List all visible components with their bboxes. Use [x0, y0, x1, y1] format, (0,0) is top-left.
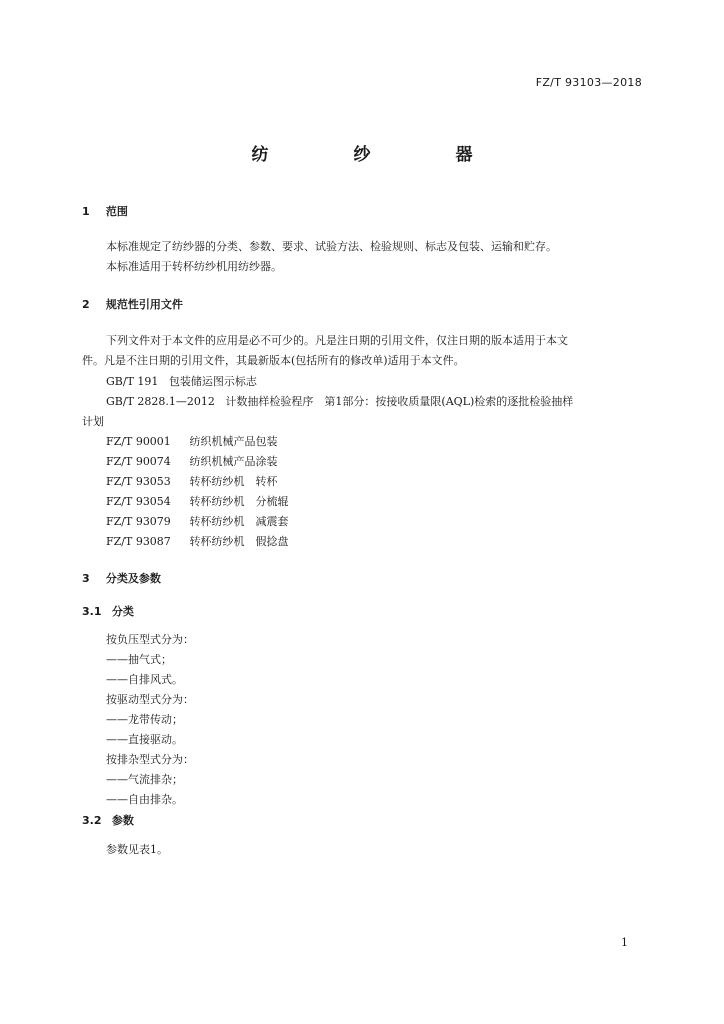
section-3-2-heading: [82, 812, 134, 828]
section-number: 3: [82, 572, 90, 585]
reference-code: GB/T 191: [106, 375, 159, 388]
reference-item-continuation: [82, 413, 104, 429]
reference-item: [106, 513, 289, 529]
section-title: 分类及参数: [105, 572, 161, 585]
reference-title: 计划: [82, 415, 104, 428]
section-title: 规范性引用文件: [105, 298, 183, 311]
reference-item: [106, 453, 278, 469]
classification-line: ——气流排杂；: [106, 773, 183, 786]
section-3-heading: [82, 570, 161, 586]
reference-title: 计数抽样检验程序 第1部分：按接收质量限(AQL)检索的逐批检验抽样: [225, 395, 574, 408]
classification-line: 按排杂型式分为：: [106, 753, 194, 766]
section-title: 分类: [111, 605, 134, 618]
classification-line: ——龙带传动；: [106, 713, 183, 726]
reference-title: 转杯纺纱机 转杯: [189, 475, 278, 488]
page-number: 1: [621, 936, 628, 949]
normative-intro-line-1: 下列文件对于本文件的应用是必不可少的。凡是注日期的引用文件，仅注日期的版本适用于本文: [106, 334, 568, 347]
reference-code: FZ/T 90001: [106, 435, 171, 448]
reference-item: [106, 473, 278, 489]
reference-item: [106, 393, 573, 409]
reference-item: [106, 493, 289, 509]
reference-code: FZ/T 90074: [106, 455, 171, 468]
reference-title: 转杯纺纱机 减震套: [189, 515, 289, 528]
params-paragraph: 参数见表1。: [106, 843, 168, 856]
section-title: 范围: [105, 205, 128, 218]
section-number: 3.2: [82, 814, 102, 827]
classification-line: ——直接驱动。: [106, 733, 183, 746]
section-2-heading: [82, 296, 183, 312]
reference-code: FZ/T 93054: [106, 495, 171, 508]
document-title: 纺 纱 器: [251, 145, 507, 165]
reference-code: FZ/T 93053: [106, 475, 171, 488]
section-1-heading: [82, 203, 128, 219]
section-3-1-heading: [82, 603, 134, 619]
reference-item: [106, 433, 278, 449]
reference-title: 纺织机械产品涂装: [189, 455, 278, 468]
reference-title: 包装储运图示标志: [168, 375, 257, 388]
reference-code: FZ/T 93079: [106, 515, 171, 528]
classification-line: ——抽气式；: [106, 653, 172, 666]
reference-code: GB/T 2828.1—2012: [106, 395, 215, 408]
section-number: 2: [82, 298, 90, 311]
classification-line: 按驱动型式分为：: [106, 693, 194, 706]
reference-item: [106, 373, 257, 389]
section-title: 参数: [111, 814, 134, 827]
classification-line: ——自由排杂。: [106, 793, 183, 806]
reference-title: 转杯纺纱机 分梳辊: [189, 495, 289, 508]
standard-code: FZ/T 93103—2018: [535, 76, 642, 89]
reference-title: 转杯纺纱机 假捻盘: [189, 535, 289, 548]
scope-paragraph-2: 本标准适用于转杯纺纱机用纺纱器。: [106, 260, 282, 273]
reference-title: 纺织机械产品包装: [189, 435, 278, 448]
classification-line: ——自排风式。: [106, 673, 183, 686]
reference-item: [106, 533, 289, 549]
reference-code: FZ/T 93087: [106, 535, 171, 548]
scope-paragraph-1: 本标准规定了纺纱器的分类、参数、要求、试验方法、检验规则、标志及包装、运输和贮存。: [106, 240, 557, 253]
section-number: 3.1: [82, 605, 102, 618]
normative-intro-line-2: 件。凡是不注日期的引用文件，其最新版本(包括所有的修改单)适用于本文件。: [82, 354, 465, 367]
section-number: 1: [82, 205, 90, 218]
classification-line: 按负压型式分为：: [106, 633, 194, 646]
